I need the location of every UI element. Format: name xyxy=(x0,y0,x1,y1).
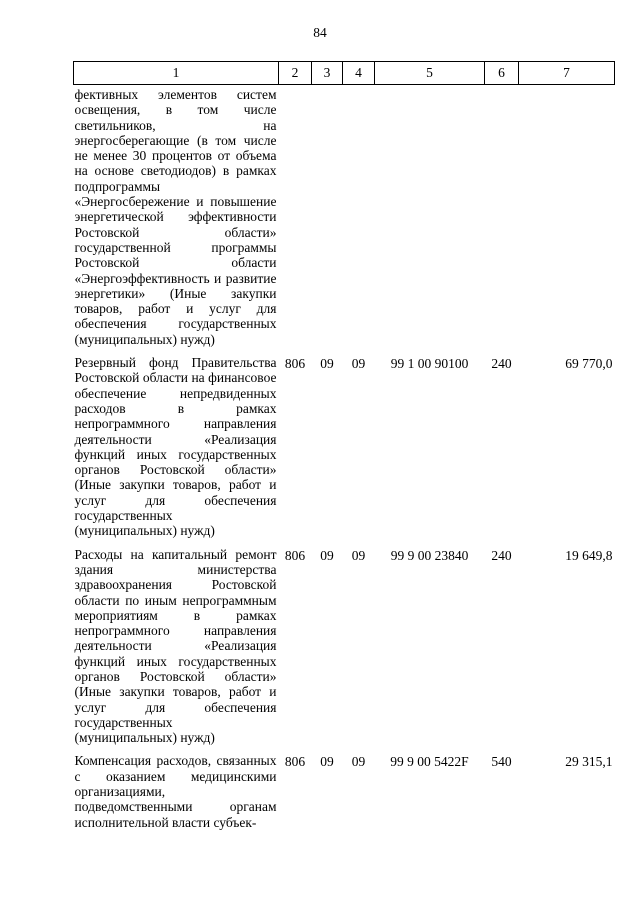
row-description: Резервный фонд Правительства Ростовской области на финансовое обеспечение непредвиденных расходов в рамках непрограммного направления деятельности «Реализация функций иных государственных органов Ростовской области» (Иные закупки товаров, работ и услуг для обеспечения государственных (муниципальных) нужд) xyxy=(74,355,277,539)
subsection-code: 09 xyxy=(351,547,366,563)
column-header: 5 xyxy=(375,62,485,85)
amount: 19 649,8 xyxy=(565,547,613,563)
section-code: 09 xyxy=(320,754,334,770)
section-code xyxy=(312,85,343,348)
column-header: 1 xyxy=(74,62,279,85)
expense-type-code: 240 xyxy=(491,547,512,563)
target-article-code xyxy=(375,85,485,348)
row-description: Расходы на капитальный ремонт здания министерства здравоохранения Ростовской области по иным непрограммным мероприятиям в рамках непрограммного направления деятельности «Реализация функций иных государственных органов Ростовской области» (Иные закупки товаров, работ и услуг для обеспечения государственных (муниципальных) нужд) xyxy=(74,546,277,746)
ministry-code xyxy=(279,85,312,348)
header-row xyxy=(74,62,615,85)
section-code: 09 xyxy=(320,547,334,563)
amount: 69 770,0 xyxy=(565,356,613,372)
row-description: Компенсация расходов, связанных с оказанием медицинскими организациями, подведомственными органам исполнительной власти субъек- xyxy=(74,753,277,830)
target-article-code: 99 9 00 5422F xyxy=(390,754,469,770)
expense-type-code: 240 xyxy=(491,356,512,372)
expense-type-code: 540 xyxy=(491,754,512,770)
table-row xyxy=(74,539,615,746)
column-header: 6 xyxy=(485,62,519,85)
page-number: 84 xyxy=(313,25,327,40)
subsection-code xyxy=(343,85,375,348)
ministry-code: 806 xyxy=(284,547,306,563)
budget-table xyxy=(73,61,615,830)
table-row xyxy=(74,745,615,829)
subsection-code: 09 xyxy=(351,356,366,372)
ministry-code: 806 xyxy=(284,754,306,770)
column-header: 7 xyxy=(519,62,615,85)
column-header: 4 xyxy=(343,62,375,85)
expense-type-code xyxy=(485,85,519,348)
column-header: 3 xyxy=(312,62,343,85)
subsection-code: 09 xyxy=(351,754,366,770)
table-row xyxy=(74,347,615,539)
section-code: 09 xyxy=(320,356,334,372)
table-row xyxy=(74,85,615,348)
ministry-code: 806 xyxy=(284,356,306,372)
row-description: фективных элементов систем освещения, в том числе светильников, на энергосберегающие (в том числе не менее 30 процентов от объема на основе светодиодов) в рамках подпрограммы «Энергосбережение и повышение энергетической эффективности Ростовской области» государственной программы Ростовской области «Энергоэффективность и развитие энергетики» (Иные закупки товаров, работ и услуг для обеспечения государственных (муниципальных) нужд) xyxy=(74,87,277,347)
amount: 29 315,1 xyxy=(565,754,613,770)
target-article-code: 99 9 00 23840 xyxy=(390,547,469,563)
amount xyxy=(519,85,615,348)
column-header: 2 xyxy=(279,62,312,85)
target-article-code: 99 1 00 90100 xyxy=(390,356,469,372)
